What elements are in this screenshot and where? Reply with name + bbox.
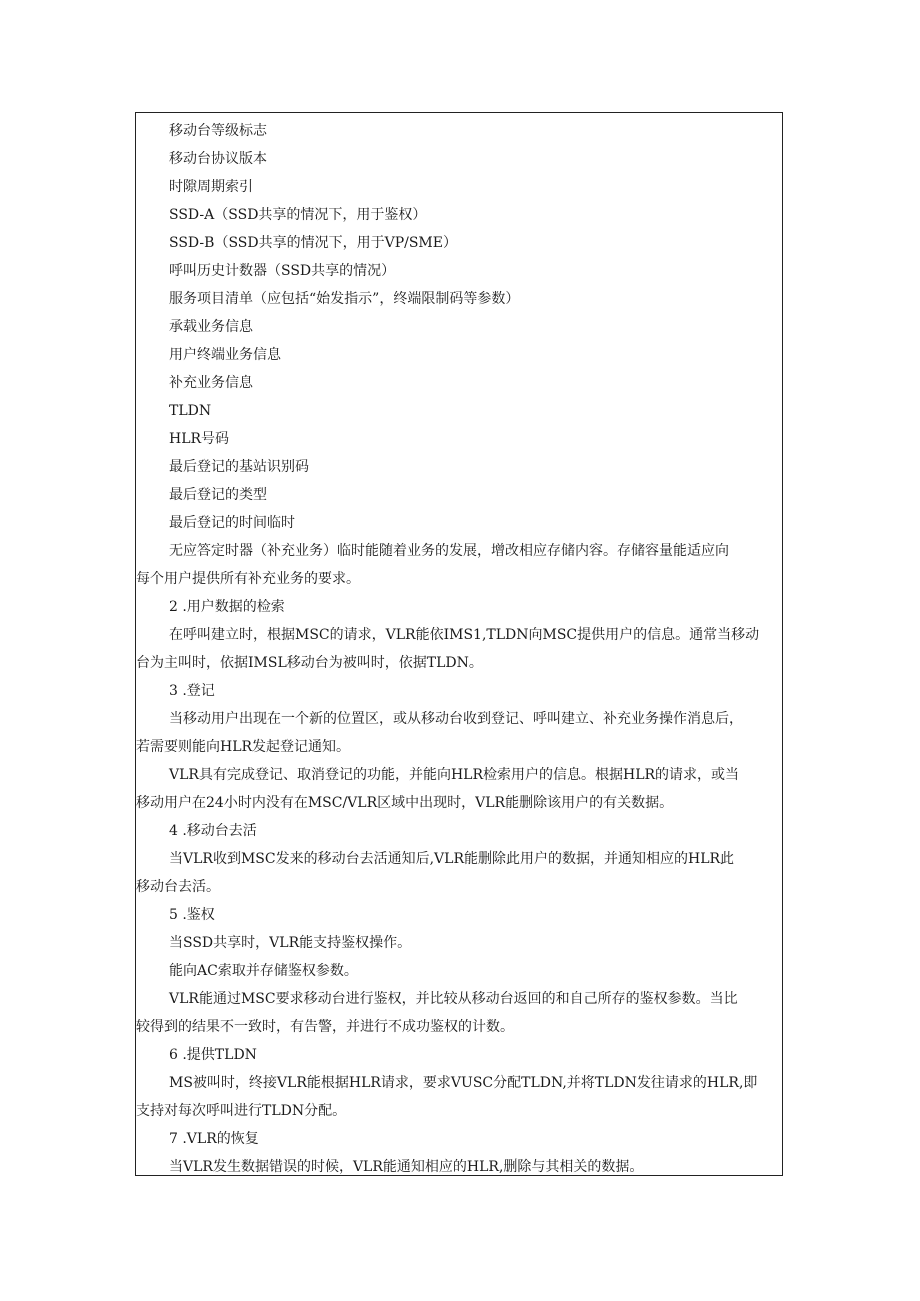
- section6-line2: 支持对每次呼叫进行TLDN分配。: [136, 1103, 347, 1119]
- section-heading: 7 .VLR的恢复: [169, 1131, 259, 1147]
- storage-paragraph-line1: 无应答定时器（补充业务）临时能随着业务的发展，增改相应存储内容。存储容量能适应向: [169, 543, 729, 559]
- list-item: 移动台协议版本: [169, 151, 267, 167]
- list-item: 移动台等级标志: [169, 123, 267, 139]
- list-item: 最后登记的类型: [169, 487, 267, 503]
- section6-line1: MS被叫时，终接VLR能根据HLR请求，要求VUSC分配TLDN,并将TLDN发往请求的HLR,即: [169, 1075, 758, 1091]
- section3-p2-line1: VLR具有完成登记、取消登记的功能，并能向HLR检索用户的信息。根据HLR的请求，或当: [169, 767, 740, 783]
- list-item: 时隙周期索引: [169, 179, 253, 195]
- list-item: 用户终端业务信息: [169, 347, 281, 363]
- storage-paragraph-line2: 每个用户提供所有补充业务的要求。: [136, 571, 360, 587]
- section-heading: 5 .鉴权: [169, 907, 215, 923]
- section3-p2-line2: 移动用户在24小时内没有在MSC/VLR区域中出现时，VLR能删除该用户的有关数据。: [136, 795, 674, 811]
- section5-p3-line1: VLR能通过MSC要求移动台进行鉴权，并比较从移动台返回的和自己所存的鉴权参数。当比: [169, 991, 738, 1007]
- section3-p1-line2: 若需要则能向HLR发起登记通知。: [136, 739, 351, 755]
- section-heading: 2 .用户数据的检索: [169, 599, 285, 615]
- document-body: [136, 117, 781, 1181]
- section-heading: 3 .登记: [169, 683, 215, 699]
- list-item: 最后登记的时间临时: [169, 515, 295, 531]
- section-heading: 4 .移动台去活: [169, 823, 257, 839]
- list-item: 最后登记的基站识别码: [169, 459, 309, 475]
- list-item: 补充业务信息: [169, 375, 253, 391]
- section4-line1: 当VLR收到MSC发来的移动台去活通知后,VLR能删除此用户的数据，并通知相应的HLR此: [169, 851, 735, 867]
- list-item: 呼叫历史计数器（SSD共享的情况）: [169, 263, 396, 279]
- list-item: 承载业务信息: [169, 319, 253, 335]
- list-item: TLDN: [169, 403, 212, 419]
- section4-line2: 移动台去活。: [136, 879, 220, 895]
- list-item: SSD-A（SSD共享的情况下，用于鉴权）: [169, 207, 427, 223]
- section5-p3-line2: 较得到的结果不一致时，有告警，并进行不成功鉴权的计数。: [136, 1019, 514, 1035]
- list-item: SSD-B（SSD共享的情况下，用于VP/SME）: [169, 235, 457, 251]
- section-heading: 6 .提供TLDN: [169, 1047, 257, 1063]
- section2-line1: 在呼叫建立时，根据MSC的请求，VLR能依IMS1,TLDN向MSC提供用户的信息。通常当移动: [169, 627, 760, 643]
- list-item: 服务项目清单（应包括“始发指示”，终端限制码等参数）: [169, 291, 520, 307]
- list-item: HLR号码: [169, 431, 230, 447]
- section3-p1-line1: 当移动用户出现在一个新的位置区，或从移动台收到登记、呼叫建立、补充业务操作消息后，: [169, 711, 743, 727]
- section5-p2: 能向AC索取并存储鉴权参数。: [169, 963, 358, 979]
- document-frame: [135, 112, 783, 1176]
- section2-line2: 台为主叫时，依据IMSL移动台为被叫时，依据TLDN。: [136, 655, 483, 671]
- section7-line1: 当VLR发生数据错误的时候，VLR能通知相应的HLR,删除与其相关的数据。: [169, 1159, 644, 1175]
- section5-p1: 当SSD共享时，VLR能支持鉴权操作。: [169, 935, 412, 951]
